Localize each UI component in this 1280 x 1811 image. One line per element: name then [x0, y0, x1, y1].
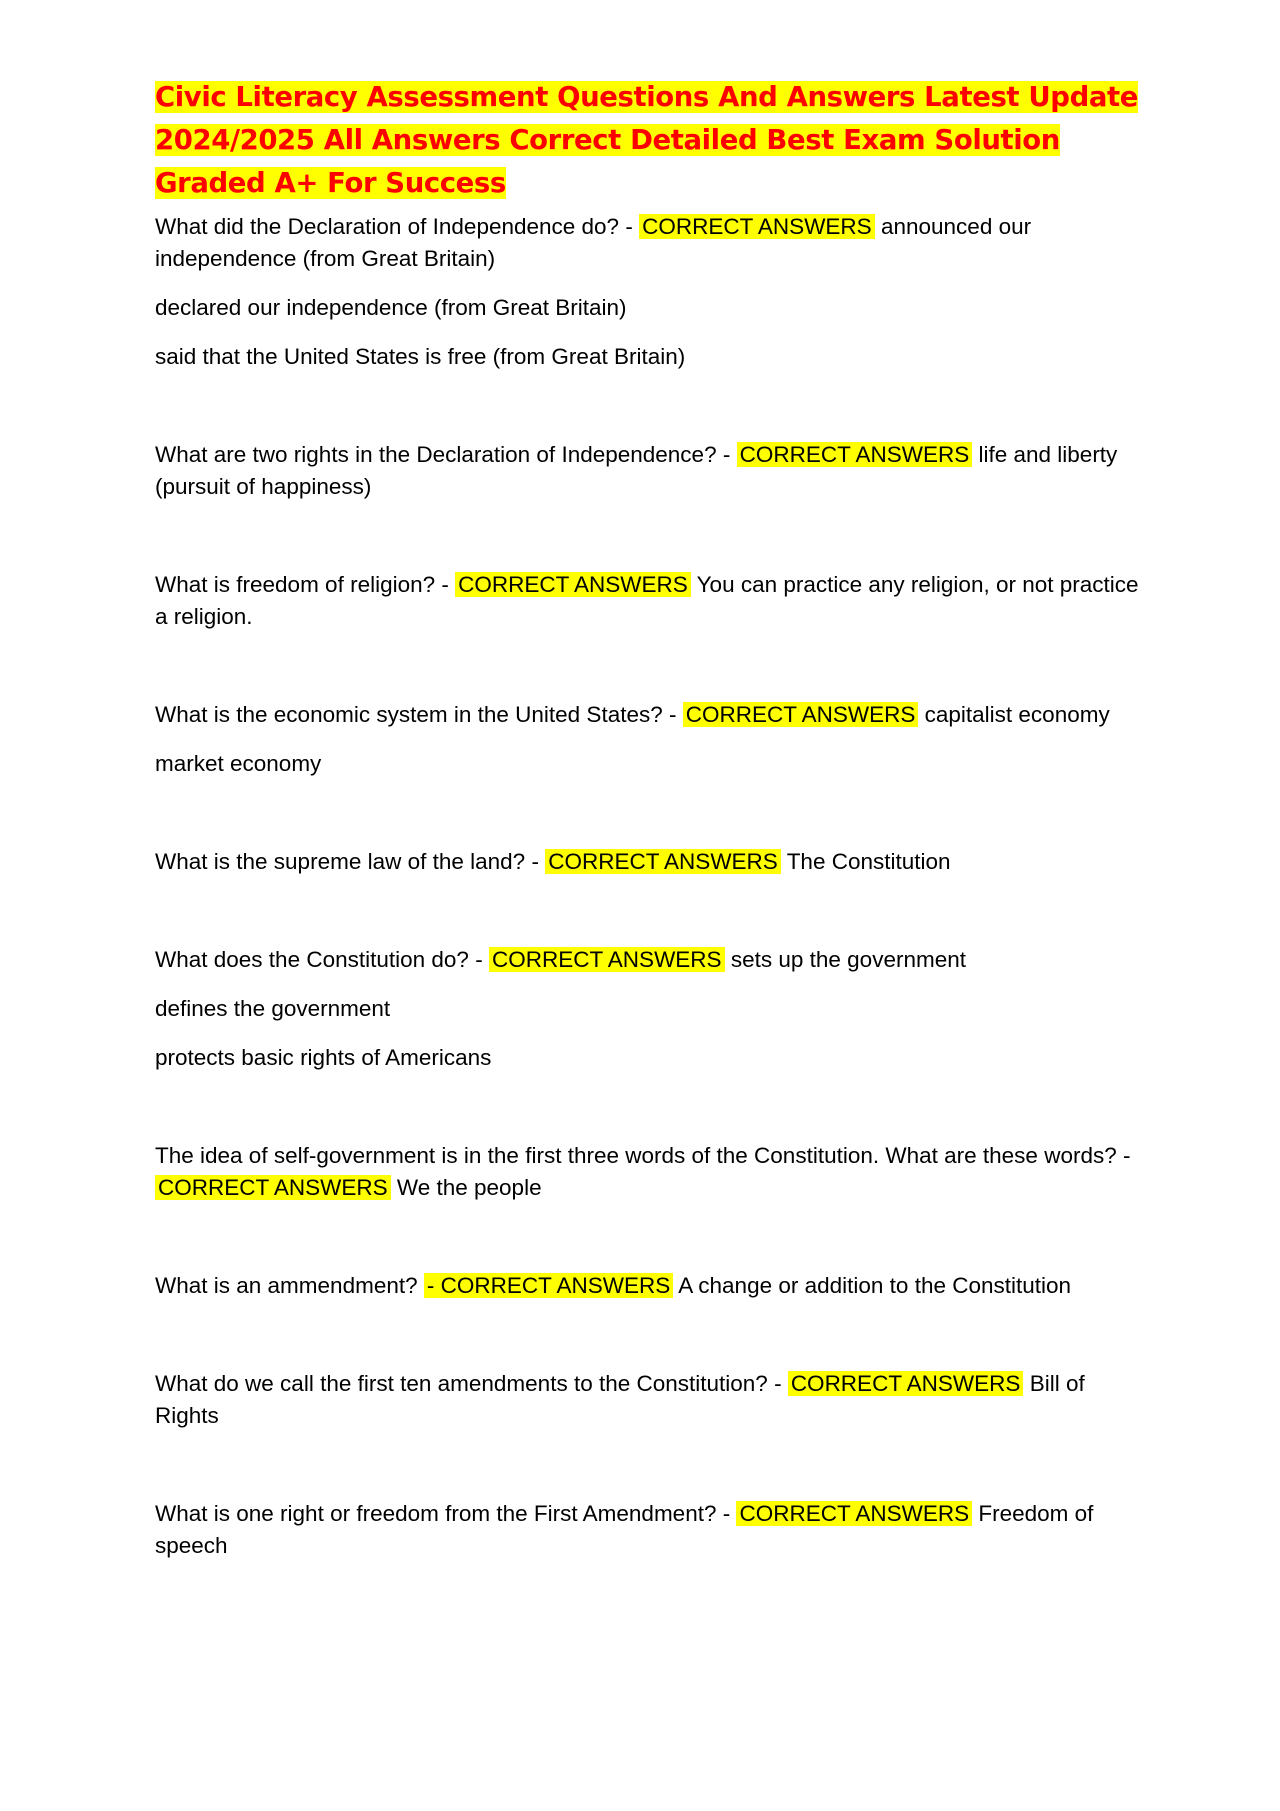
- answer-tag: CORRECT ANSWERS: [489, 947, 725, 972]
- qa-item: [155, 569, 1140, 633]
- qa-item: [155, 1498, 1140, 1562]
- qa-item: [155, 846, 1140, 878]
- answer-text: capitalist economy: [924, 702, 1110, 727]
- qa-line: [155, 211, 1140, 275]
- qa-line: [155, 569, 1140, 633]
- qa-item: [155, 1140, 1140, 1204]
- qa-line: [155, 846, 1140, 878]
- qa-line: [155, 439, 1140, 503]
- question-text: What is an ammendment?: [155, 1273, 424, 1298]
- answer-text: Freedom of speech: [155, 1501, 1094, 1558]
- answer-text: The Constitution: [786, 849, 951, 874]
- title-text: Civic Literacy Assessment Questions And Answers Latest Update 2024/2025 All Answers Correct Detailed Best Exam Solution Graded A+ For Success: [155, 81, 1139, 199]
- answer-tag: CORRECT ANSWERS: [455, 572, 691, 597]
- alternate-answer: defines the government: [155, 996, 391, 1021]
- answer-text: A change or addition to the Constitution: [678, 1273, 1072, 1298]
- alternate-answer: said that the United States is free (from Great Britain): [155, 344, 686, 369]
- answer-tag: CORRECT ANSWERS: [737, 442, 973, 467]
- answer-tag-with-dash: - CORRECT ANSWERS: [424, 1273, 673, 1298]
- qa-line: [155, 1270, 1140, 1302]
- document-title: [155, 76, 1140, 205]
- qa-line: [155, 944, 1140, 976]
- qa-item: [155, 211, 1140, 373]
- question-text: What is the supreme law of the land? -: [155, 849, 546, 874]
- question-text: What is the economic system in the United States? -: [155, 702, 683, 727]
- answer-tag: CORRECT ANSWERS: [788, 1371, 1024, 1396]
- question-text: What does the Constitution do? -: [155, 947, 489, 972]
- answer-text: You can practice any religion, or not practice a religion.: [155, 572, 1139, 629]
- alternate-answer: declared our independence (from Great Britain): [155, 295, 627, 320]
- question-text: What is one right or freedom from the First Amendment? -: [155, 1501, 737, 1526]
- qa-line: [155, 1498, 1140, 1562]
- answer-text: sets up the government: [730, 947, 966, 972]
- answer-tag: CORRECT ANSWERS: [545, 849, 781, 874]
- answer-tag: CORRECT ANSWERS: [683, 702, 919, 727]
- document-page: [155, 76, 1140, 1562]
- question-text: What are two rights in the Declaration of Independence? -: [155, 442, 737, 467]
- qa-item: [155, 1368, 1140, 1432]
- answer-text: life and liberty (pursuit of happiness): [155, 442, 1118, 499]
- answer-tag: CORRECT ANSWERS: [736, 1501, 972, 1526]
- qa-list: [155, 211, 1140, 1562]
- qa-item: [155, 1270, 1140, 1302]
- answer-tag: CORRECT ANSWERS: [639, 214, 875, 239]
- alternate-answer: market economy: [155, 751, 322, 776]
- answer-text: announced our independence (from Great Britain): [155, 214, 1032, 271]
- alternate-answer: protects basic rights of Americans: [155, 1045, 492, 1070]
- qa-item: [155, 699, 1140, 780]
- question-text: What do we call the first ten amendments to the Constitution? -: [155, 1371, 788, 1396]
- qa-item: [155, 944, 1140, 1074]
- question-text: What did the Declaration of Independence do? -: [155, 214, 640, 239]
- answer-tag: CORRECT ANSWERS: [440, 1273, 671, 1298]
- qa-line: [155, 699, 1140, 731]
- answer-text: We the people: [396, 1175, 542, 1200]
- qa-line: [155, 1368, 1140, 1432]
- qa-line: [155, 1140, 1140, 1204]
- answer-tag: CORRECT ANSWERS: [155, 1175, 391, 1200]
- question-text: What is freedom of religion? -: [155, 572, 456, 597]
- question-text: The idea of self-government is in the first three words of the Constitution. What are these words? -: [155, 1143, 1131, 1168]
- qa-item: [155, 439, 1140, 503]
- answer-text: Bill of Rights: [155, 1371, 1085, 1428]
